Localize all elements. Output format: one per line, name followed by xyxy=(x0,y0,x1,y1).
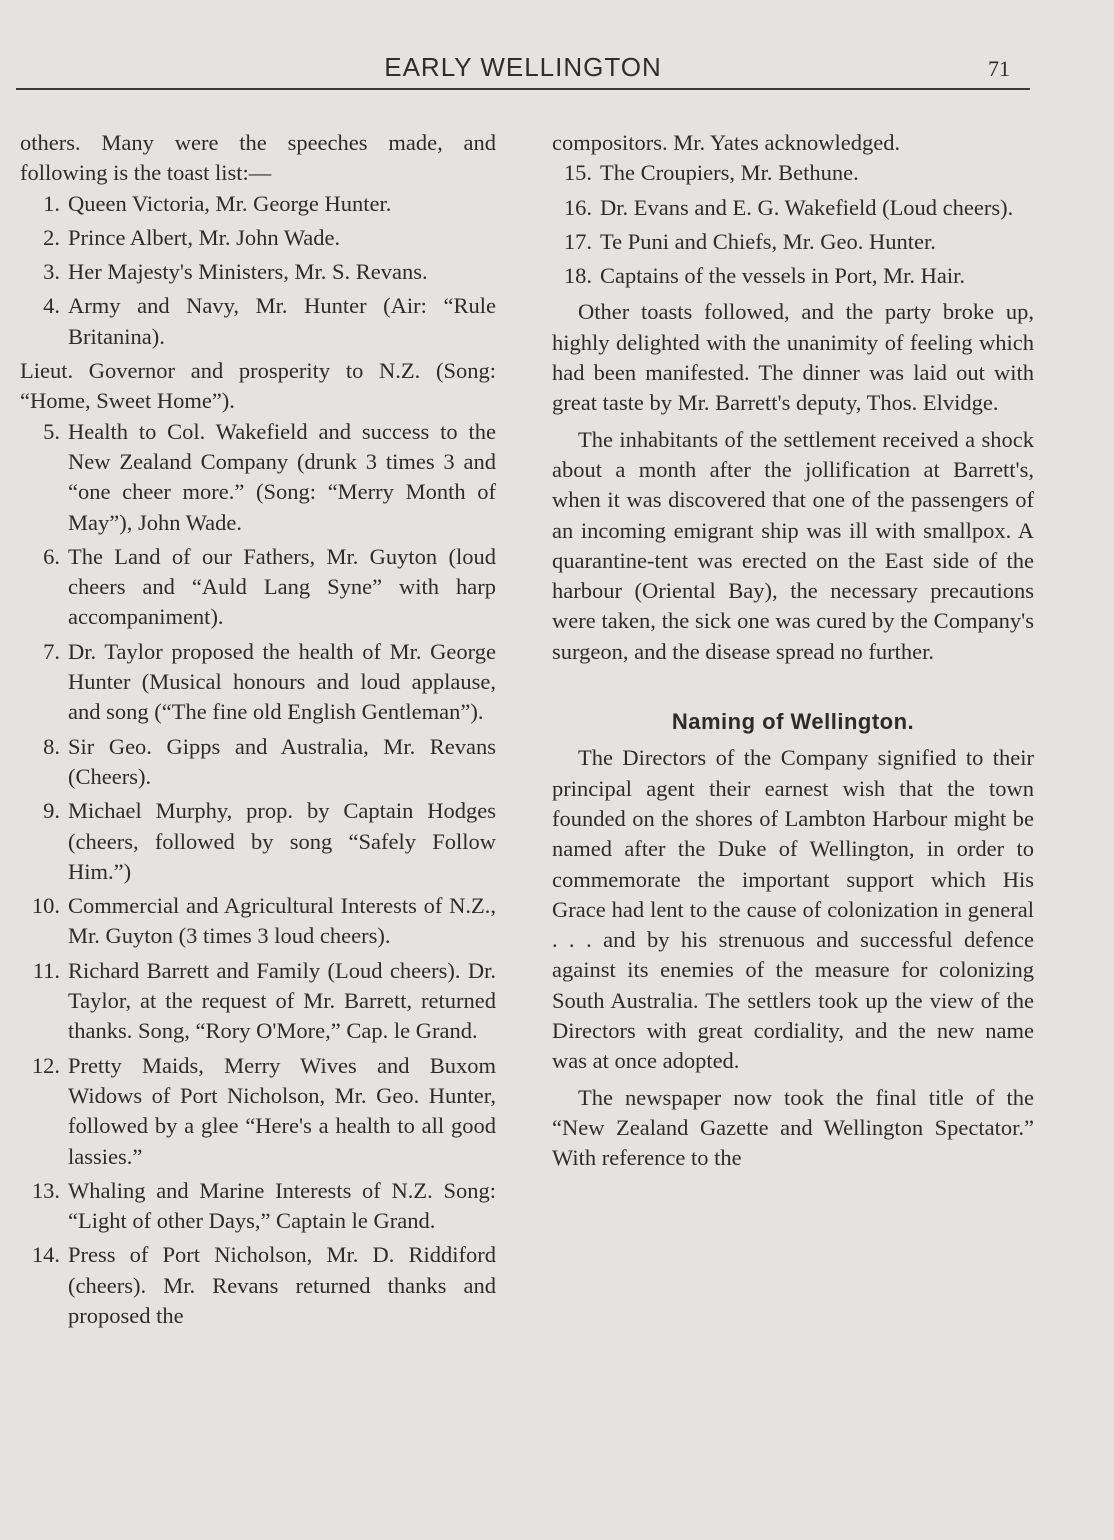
toast-number: 4. xyxy=(43,293,60,319)
toast-text: Prince Albert, Mr. John Wade. xyxy=(68,224,341,250)
toast-text: Richard Barrett and Family (Loud cheers). Dr. Taylor, at the request of Mr. Barrett, returned thanks. Song, “Rory O'More,” Cap. le Grand. xyxy=(68,957,496,1044)
toast-continuation: Lieut. Governor and prosperity to N.Z. (Song: “Home, Sweet Home”). xyxy=(20,358,496,414)
body-paragraph: Other toasts followed, and the party broke up, highly delighted with the unanimity of feeling which had been manifested. The dinner was laid out with great taste by Mr. Barrett's deputy, Thos. Elvidge. xyxy=(552,299,1034,416)
toast-text: Her Majesty's Ministers, Mr. S. Revans. xyxy=(68,259,428,285)
running-header xyxy=(16,52,1030,90)
toast-number: 15. xyxy=(563,160,592,186)
toast-item xyxy=(20,891,496,952)
right-column xyxy=(552,128,1034,1174)
toast-number: 2. xyxy=(43,224,60,250)
toast-item xyxy=(20,1176,496,1237)
intro-paragraph: others. Many were the speeches made, and following is the toast list:— xyxy=(20,130,496,186)
section-heading: Naming of Wellington. xyxy=(671,709,915,735)
toast-number: 13. xyxy=(31,1177,60,1203)
toast-number: 18. xyxy=(563,263,592,289)
toast-text: Health to Col. Wakefield and success to the New Zealand Company (drunk 3 times 3 and “one cheer more.” (Song: “Merry Month of May”), John Wade. xyxy=(68,418,496,535)
toast-item xyxy=(20,257,496,287)
toast-item xyxy=(20,189,496,219)
toast-number: 16. xyxy=(563,194,592,220)
toast-item xyxy=(552,193,1034,223)
toast-number: 12. xyxy=(31,1052,60,1078)
toast-text: Dr. Taylor proposed the health of Mr. George Hunter (Musical honours and loud applause, and song (“The fine old English Gentleman”). xyxy=(68,638,496,725)
toast-text: Michael Murphy, prop. by Captain Hodges (cheers, followed by song “Safely Follow Him.”) xyxy=(68,798,496,884)
toast-item xyxy=(20,291,496,352)
toast-item xyxy=(20,796,496,887)
toast-number: 1. xyxy=(43,190,60,216)
toast-item xyxy=(20,732,496,793)
toast-item xyxy=(20,637,496,728)
body-paragraph: The newspaper now took the final title of the “New Zealand Gazette and Wellington Spectator.” With reference to the xyxy=(552,1084,1034,1171)
toast-number: 9. xyxy=(43,798,60,824)
toast-text: Army and Navy, Mr. Hunter (Air: “Rule Britanina). xyxy=(68,293,496,349)
toast-number: 7. xyxy=(43,638,60,664)
toast-text: The Land of our Fathers, Mr. Guyton (loud cheers and “Auld Lang Syne” with harp accompaniment). xyxy=(68,543,496,630)
toast-item xyxy=(20,1240,496,1331)
toast-item xyxy=(20,542,496,633)
left-column xyxy=(20,128,496,1335)
toast-continuation: compositors. Mr. Yates acknowledged. xyxy=(552,130,901,155)
toast-item xyxy=(552,227,1034,257)
toast-item xyxy=(20,1051,496,1172)
toast-number: 11. xyxy=(32,957,60,983)
toast-text: Dr. Evans and E. G. Wakefield (Loud cheers). xyxy=(600,194,1014,220)
toast-number: 5. xyxy=(43,418,60,444)
toast-text: Press of Port Nicholson, Mr. D. Riddiford (cheers). Mr. Revans returned thanks and proposed the xyxy=(68,1242,496,1328)
toast-text: Pretty Maids, Merry Wives and Buxom Widows of Port Nicholson, Mr. Geo. Hunter, followed by a glee “Here's a health to all good lassies.” xyxy=(68,1052,496,1169)
page-number: 71 xyxy=(988,56,1010,81)
toast-item xyxy=(552,158,1034,188)
toast-text: Te Puni and Chiefs, Mr. Geo. Hunter. xyxy=(600,228,936,254)
toast-text: Captains of the vessels in Port, Mr. Hair. xyxy=(600,263,965,289)
toast-number: 3. xyxy=(43,259,60,285)
toast-text: Sir Geo. Gipps and Australia, Mr. Revans (Cheers). xyxy=(68,733,496,789)
toast-number: 14. xyxy=(31,1242,60,1268)
toast-text: The Croupiers, Mr. Bethune. xyxy=(600,160,859,186)
toast-item xyxy=(20,223,496,253)
body-paragraph: The Directors of the Company signified to their principal agent their earnest wish that the town founded on the shores of Lambton Harbour might be named after the Duke of Wellington, in order to commemorate the important support which His Grace had lent to the cause of colonization in general . . . and by his strenuous and successful defence against its enemies of the measure for colonizing South Australia. The settlers took up the view of the Directors with great cordiality, and the new name was at once adopted. xyxy=(552,745,1034,1074)
toast-text: Whaling and Marine Interests of N.Z. Song: “Light of other Days,” Captain le Grand. xyxy=(68,1177,496,1234)
running-title: EARLY WELLINGTON xyxy=(384,52,662,82)
toast-text: Queen Victoria, Mr. George Hunter. xyxy=(68,190,392,216)
toast-number: 10. xyxy=(31,893,60,919)
toast-text: Commercial and Agricultural Interests of N.Z., Mr. Guyton (3 times 3 loud cheers). xyxy=(68,893,496,949)
toast-number: 8. xyxy=(43,733,60,759)
toast-item xyxy=(552,261,1034,291)
toast-item xyxy=(20,417,496,538)
toast-number: 6. xyxy=(43,543,60,569)
toast-number: 17. xyxy=(563,228,592,254)
body-paragraph: The inhabitants of the settlement received a shock about a month after the jollification at Barrett's, when it was discovered that one of the passengers of an incoming emigrant ship was ill with smallpox. A quarantine-tent was erected on the East side of the harbour (Oriental Bay), the necessary precautions were taken, the sick one was cured by the Company's surgeon, and the disease spread no further. xyxy=(552,426,1034,664)
toast-item xyxy=(20,956,496,1047)
